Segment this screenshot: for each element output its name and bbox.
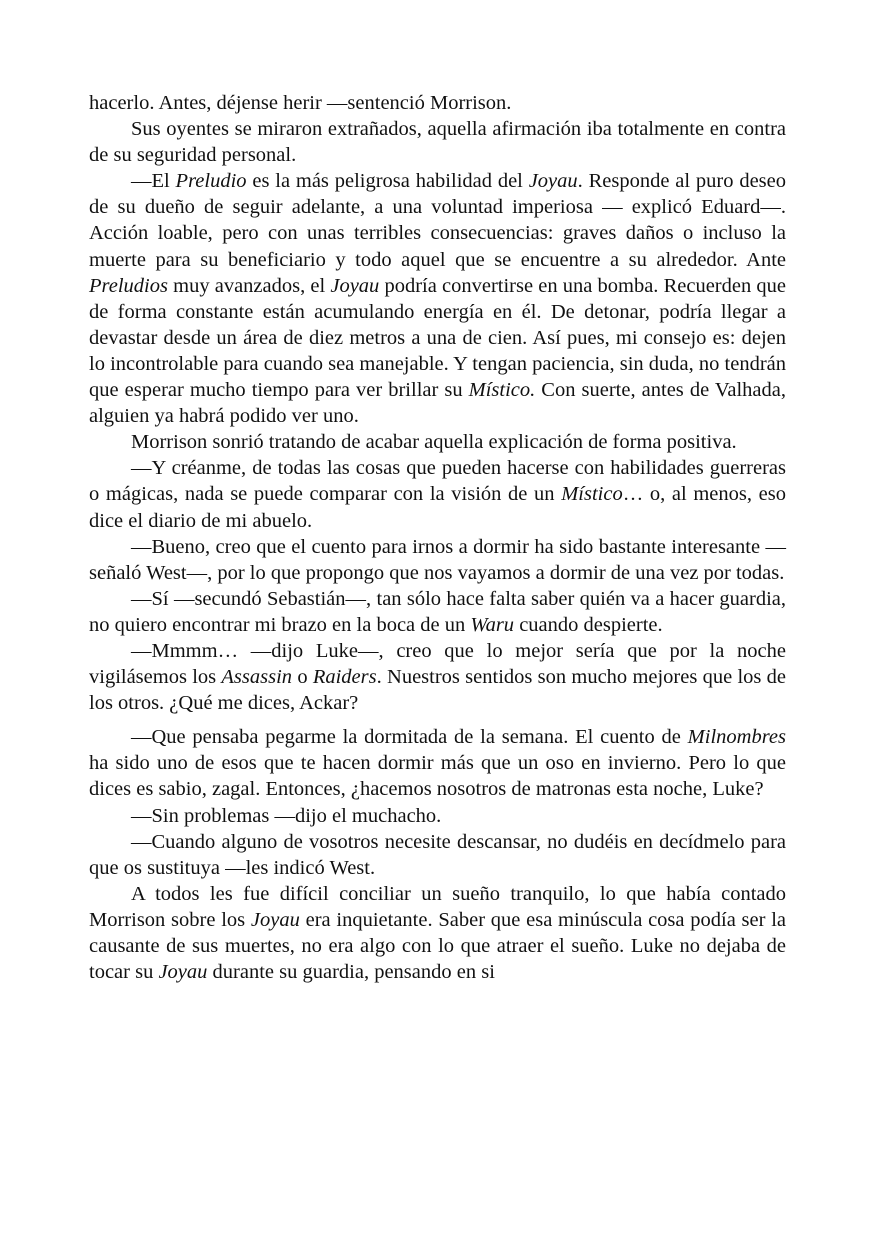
- italic-text-run: Preludio: [175, 170, 247, 193]
- italic-text-run: Místico.: [468, 379, 536, 402]
- paragraph: [89, 429, 786, 455]
- text-run: . Responde al puro deseo de su dueño de seguir adelante, a una voluntad imperiosa — explicó Eduard—. Acción loable, pero con unas terribles consecuencias: graves daños o incluso la muerte para su beneficiario y todo aquel que se encuentre a su alrededor. Ante: [89, 170, 786, 271]
- text-run: —Sí —secundó Sebastián—, tan sólo hace falta saber quién va a hacer guardia, no quiero encontrar mi brazo en la boca de un: [89, 587, 786, 636]
- paragraph: [89, 638, 786, 716]
- paragraph: [89, 534, 786, 586]
- paragraph: [89, 168, 786, 429]
- italic-text-run: Milnombres: [687, 726, 786, 749]
- italic-text-run: Joyau: [158, 961, 208, 984]
- text-run: era inquietante. Saber que esa minúscula cosa podía ser la causante de sus muertes, no era algo con lo que atraer el sueño. Luke no dejaba de tocar su: [89, 908, 787, 984]
- text-run: —Cuando alguno de vosotros necesite descansar, no dudéis en decídmelo para que os sustituya —les indicó West.: [89, 830, 786, 879]
- text-run: es la más peligrosa habilidad del: [246, 170, 529, 193]
- italic-text-run: Joyau: [330, 274, 380, 297]
- text-run: … o, al menos, eso dice el diario de mi abuelo.: [89, 483, 786, 532]
- paragraph: [89, 116, 786, 168]
- italic-text-run: Joyau: [250, 908, 300, 931]
- italic-text-run: Assassin: [221, 666, 293, 689]
- paragraph: [89, 881, 786, 985]
- text-run: podría convertirse en una bomba. Recuerden que de forma constante están acumulando energía en él. De detonar, podría llegar a devastar desde un área de diez metros a una de cien. Así pues, mi consejo es: dejen lo incontrolable para cuando sea manejable. Y tengan paciencia, sin duda, no tendrán que esperar mucho tiempo para ver brillar su: [89, 274, 786, 402]
- italic-text-run: Raiders: [312, 666, 377, 689]
- paragraph: [89, 586, 786, 638]
- italic-text-run: Waru: [470, 613, 515, 636]
- text-run: —Que pensaba pegarme la dormitada de la semana. El cuento de: [131, 726, 688, 749]
- paragraph: [89, 90, 786, 116]
- text-run: ha sido uno de esos que te hacen dormir más que un oso en invierno. Pero lo que dices es sabio, zagal. Entonces, ¿hacemos nosotros de matronas esta noche, Luke?: [89, 752, 786, 801]
- book-page-body: [89, 90, 786, 985]
- italic-text-run: Joyau: [528, 170, 578, 193]
- text-run: —Mmmm… —dijo Luke—, creo que lo mejor sería que por la noche vigilásemos los: [89, 639, 786, 689]
- text-run: —Bueno, creo que el cuento para irnos a dormir ha sido bastante interesante —señaló West—, por lo que propongo que nos vayamos a dormir de una vez por todas.: [89, 535, 786, 584]
- text-run: cuando despierte.: [514, 613, 663, 636]
- italic-text-run: Místico: [561, 483, 623, 506]
- text-run: muy avanzados, el: [167, 274, 331, 297]
- paragraph: [89, 803, 786, 829]
- paragraph: [89, 455, 786, 533]
- text-run: . Nuestros sentidos son mucho mejores que los de los otros. ¿Qué me dices, Ackar?: [89, 666, 787, 715]
- paragraph: [89, 829, 786, 881]
- text-run: —El: [131, 170, 176, 193]
- text-run: Sus oyentes se miraron extrañados, aquella afirmación iba totalmente en contra de su seguridad personal.: [89, 118, 786, 167]
- text-run: A todos les fue difícil conciliar un sueño tranquilo, lo que había contado Morrison sobre los: [89, 882, 786, 931]
- text-run: Con suerte, antes de Valhada, alguien ya habrá podido ver uno.: [89, 379, 786, 428]
- paragraph: [89, 724, 786, 802]
- text-run: o: [292, 666, 313, 689]
- text-run: durante su guardia, pensando en si: [207, 961, 495, 984]
- text-run: —Y créanme, de todas las cosas que pueden hacerse con habilidades guerreras o mágicas, nada se puede comparar con la visión de un: [89, 457, 786, 506]
- italic-text-run: Preludios: [89, 274, 168, 297]
- text-run: —Sin problemas —dijo el muchacho.: [131, 804, 442, 827]
- text-run: hacerlo. Antes, déjense herir —sentenció Morrison.: [89, 92, 512, 114]
- text-run: Morrison sonrió tratando de acabar aquella explicación de forma positiva.: [131, 431, 737, 454]
